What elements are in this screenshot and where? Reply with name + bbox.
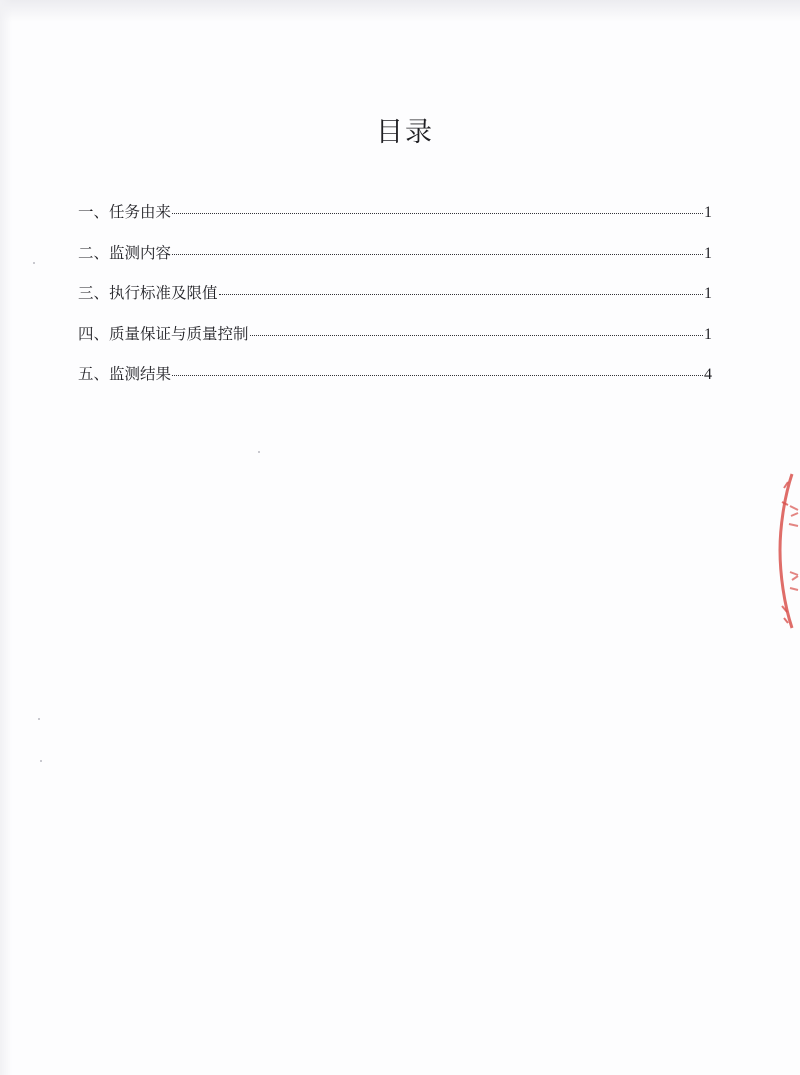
- scan-speck: [33, 262, 35, 264]
- toc-dot-leader: [172, 213, 703, 214]
- toc-entry[interactable]: [78, 200, 712, 241]
- toc-entry-page: 4: [704, 366, 712, 383]
- toc-entry[interactable]: [78, 241, 712, 282]
- toc-dot-leader: [219, 294, 703, 295]
- toc-title: 目录: [376, 117, 434, 148]
- toc-dot-leader: [172, 254, 703, 255]
- toc-entry-label: 三、执行标准及限值: [78, 284, 218, 302]
- toc-dot-leader: [172, 375, 703, 376]
- toc-entry[interactable]: [78, 281, 712, 322]
- red-seal-fragment: [770, 468, 800, 633]
- scan-edge-top: [0, 0, 800, 22]
- scan-speck: [258, 451, 260, 453]
- scan-edge-left: [0, 0, 12, 1075]
- toc-entry-label: 二、监测内容: [78, 243, 172, 262]
- toc-entry-label: 一、任务由来: [78, 203, 172, 221]
- toc-list: [78, 200, 712, 403]
- toc-entry-page: 1: [704, 244, 712, 262]
- toc-entry-page: 1: [704, 285, 712, 302]
- toc-entry-page: 1: [704, 204, 712, 221]
- scan-speck: [40, 760, 42, 762]
- toc-entry-label: 四、质量保证与质量控制: [78, 324, 249, 343]
- toc-entry[interactable]: [78, 362, 712, 403]
- toc-entry[interactable]: [78, 322, 712, 363]
- toc-dot-leader: [250, 335, 703, 336]
- scan-speck: [38, 718, 40, 720]
- toc-entry-label: 五、监测结果: [78, 365, 172, 383]
- toc-entry-page: 1: [704, 325, 712, 343]
